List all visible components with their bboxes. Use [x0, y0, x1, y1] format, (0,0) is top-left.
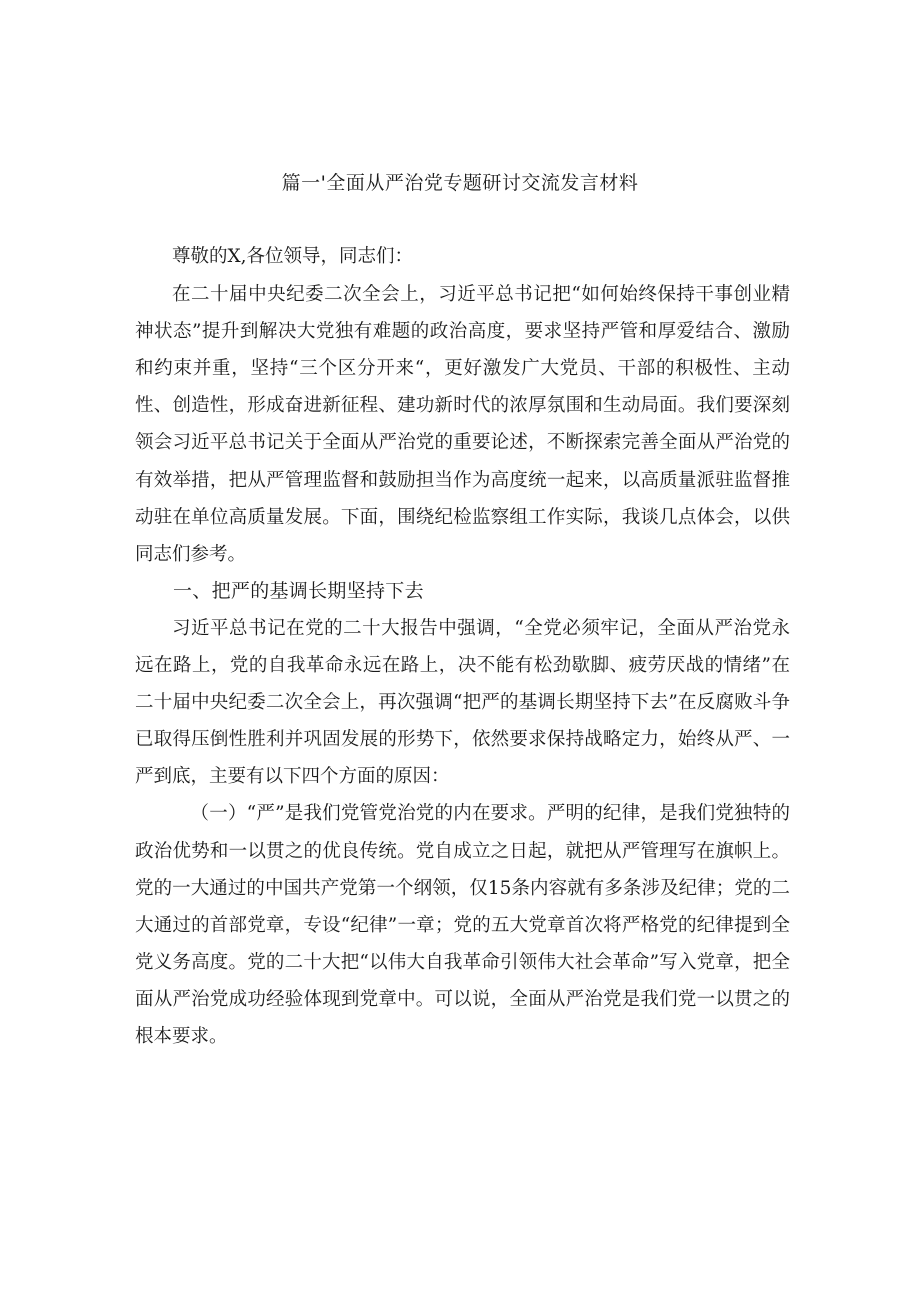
- section-heading-1: 一、把严的基调长期坚持下去: [173, 579, 424, 602]
- section-1-paragraph: 习近平总书记在党的二十大报告中强调，“全党必须牢记，全面从严治党永远在路上，党的自我革命永远在路上，决不能有松劲歇脚、疲劳厌战的情绪”在二十届中央纪委二次全会上，再次强调“把严的基调长期坚持下去”在反腐败斗争已取得压倒性胜利并巩固发展的形势下，依然要求保持战略定力，始终从严、一严到底，主要有以下四个方面的原因：: [135, 617, 790, 788]
- salutation: 尊敬的X,各位领导，同志们：: [172, 246, 414, 267]
- subsection-1-paragraph: （一）“严”是我们党管党治党的内在要求。严明的纪律，是我们党独特的政治优势和一以贯之的优良传统。党自成立之日起，就把从严管理写在旗帜上。党的一大通过的中国共产党第一个纲领，仅15条内容就有多条涉及纪律；党的二大通过的首部党章，专设“纪律”一章；党的五大党章首次将严格党的纪律提到全党义务高度。党的二十大把“以伟大自我革命引领伟大社会革命”写入党章，把全面从严治党成功经验体现到党章中。可以说，全面从严治党是我们党一以贯之的根本要求。: [135, 803, 790, 1047]
- document-body: [135, 238, 790, 1055]
- intro-paragraph: 在二十届中央纪委二次全会上，习近平总书记把“如何始终保持干事创业精神状态”提升到解决大党独有难题的政治高度，要求坚持严管和厚爱结合、激励和约束并重，坚持“三个区分开来“，更好激发广大党员、干部的积极性、主动性、创造性，形成奋进新征程、建功新时代的浓厚氛围和生动局面。我们要深刻领会习近平总书记关于全面从严治党的重要论述，不断探索完善全面从严治党的有效举措，把从严管理监督和鼓励担当作为高度统一起来，以高质量派驻监督推动驻在单位高质量发展。下面，围绕纪检监察组工作实际，我谈几点体会，以供同志们参考。: [135, 284, 790, 565]
- document-title: 篇一'全面从严治党专题研讨交流发言材料: [281, 172, 639, 194]
